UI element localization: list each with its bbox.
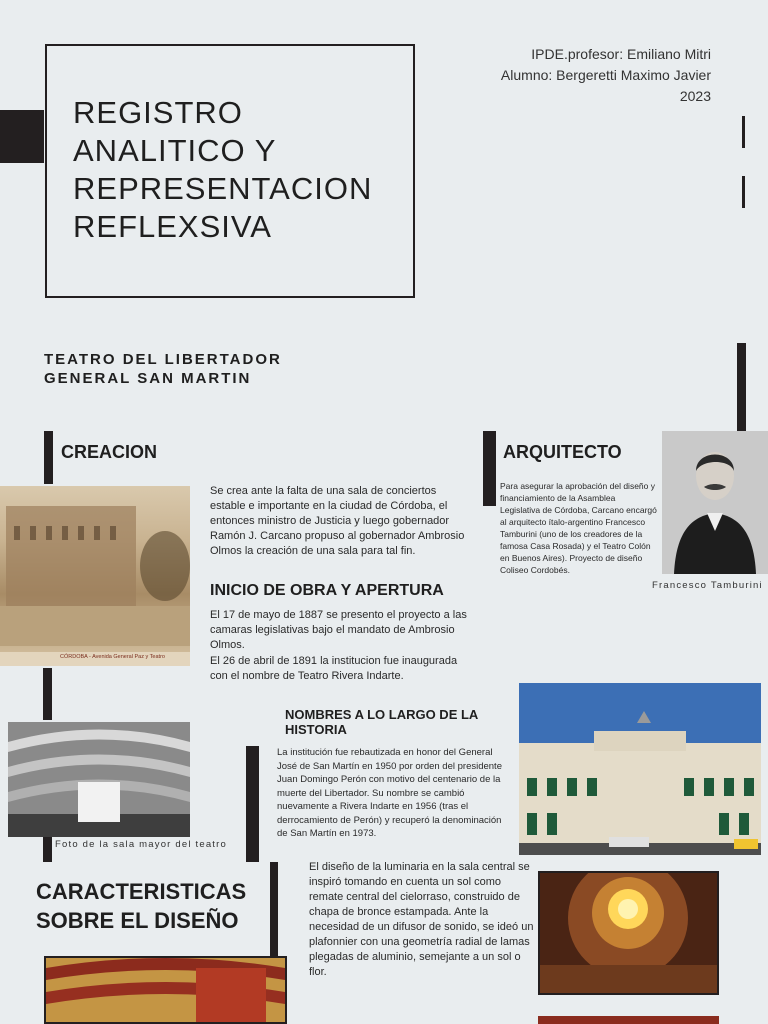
arquitecto-heading: ARQUITECTO — [503, 442, 622, 462]
facade-drawing — [519, 683, 761, 855]
portrait-drawing — [662, 431, 768, 574]
divider-bar-right — [737, 343, 746, 431]
professor-label: IPDE.profesor: Emiliano Mitri — [531, 46, 711, 62]
creacion-text: Se crea ante la falta de una sala de conciertos estable e importante en la ciudad de Córdoba, el entonces ministro de Justicia y luego gobernador Ramón J. Carcano propuso al gobernador Ambrosio Olmos la creación de una sala para tal fin. — [210, 485, 465, 557]
portrait-photo — [662, 431, 768, 574]
accent-block-left — [0, 110, 44, 163]
hall-caption: Foto de la sala mayor del teatro — [55, 839, 227, 850]
header-info — [501, 44, 711, 107]
inicio-text-2: El 26 de abril de 1891 la institucion fue inaugurada con el nombre de Teatro Rivera Indarte. — [210, 655, 458, 682]
arquitecto-text: Para asegurar la aprobación del diseño y financiamiento de la Asamblea Legislativa de Córdoba, Carcano encargó al arquitecto ítalo-argentino Francesco Tamburini (uno de los creadores de la famosa Casa Rosada) y el Teatro Colón en Buenos Aires). Proyecto de diseño Coliseo Cordobés. — [500, 481, 657, 575]
old-photo-caption: CÓRDOBA - Avenida General Paz y Teatro — [60, 654, 165, 660]
vertical-connector-left-2 — [43, 836, 52, 862]
caracteristicas-text: El diseño de la luminaria en la sala central se inspiró tomando en cuenta un sol como remate central del cielorraso, construido de chapa de bronce estampada. Ante la necesidad de un difusor de sonido, se ideó un plafonnier con una geometría radial de lamas plegadas de aluminio, semejante a un sol o flor. — [309, 861, 534, 978]
inicio-heading: INICIO DE OBRA Y APERTURA — [210, 582, 444, 599]
student-label: Alumno: Bergeretti Maximo Javier — [500, 67, 711, 83]
old-street-photo-drawing — [0, 486, 190, 666]
theatre-facade-photo — [519, 683, 761, 855]
vertical-connector-left — [43, 668, 52, 720]
dome-photo-bottom-bar — [538, 1016, 719, 1024]
nombres-heading: NOMBRES A LO LARGO DE LA HISTORIA — [285, 707, 478, 737]
caracteristicas-heading: CARACTERISTICAS SOBRE EL DISEÑO — [36, 879, 247, 933]
divider-bar-top-right-1 — [742, 116, 745, 148]
divider-bar-top-right-2 — [742, 176, 745, 208]
title-box — [45, 44, 415, 298]
theatre-interior-photo — [44, 956, 287, 1024]
theatre-hall-photo — [8, 722, 190, 837]
creacion-heading: CREACION — [61, 442, 158, 462]
old-street-photo — [0, 486, 190, 666]
inicio-text-1: El 17 de mayo de 1887 se presento el proyecto a las camaras legislativas bajo el mandato de Ambrosio Olmos. — [210, 609, 467, 651]
interior-drawing — [46, 958, 285, 1024]
ceiling-sun-photo — [538, 871, 719, 995]
ceiling-drawing — [540, 873, 717, 993]
creacion-bar — [44, 431, 53, 484]
nombres-bar — [246, 746, 259, 862]
arquitecto-bar — [483, 431, 496, 506]
page-title: REGISTRO ANALITICO Y REPRESENTACION REFLEXSIVA — [73, 95, 373, 244]
theatre-title: TEATRO DEL LIBERTADOR GENERAL SAN MARTIN — [44, 351, 282, 387]
year-label: 2023 — [679, 88, 711, 104]
portrait-caption: Francesco Tamburini — [652, 580, 763, 591]
nombres-text: La institución fue rebautizada en honor del General José de San Martín en 1950 por orden del presidente Juan Domingo Perón con motivo del centenario de la muerte del Libertador. Su nombre se cambió nuevamente a Rivera Indarte en 1956 (tras el derrocamiento de Perón) y recuperó la denominación de San Martín en 1973. — [277, 747, 502, 839]
hall-drawing — [8, 722, 190, 837]
